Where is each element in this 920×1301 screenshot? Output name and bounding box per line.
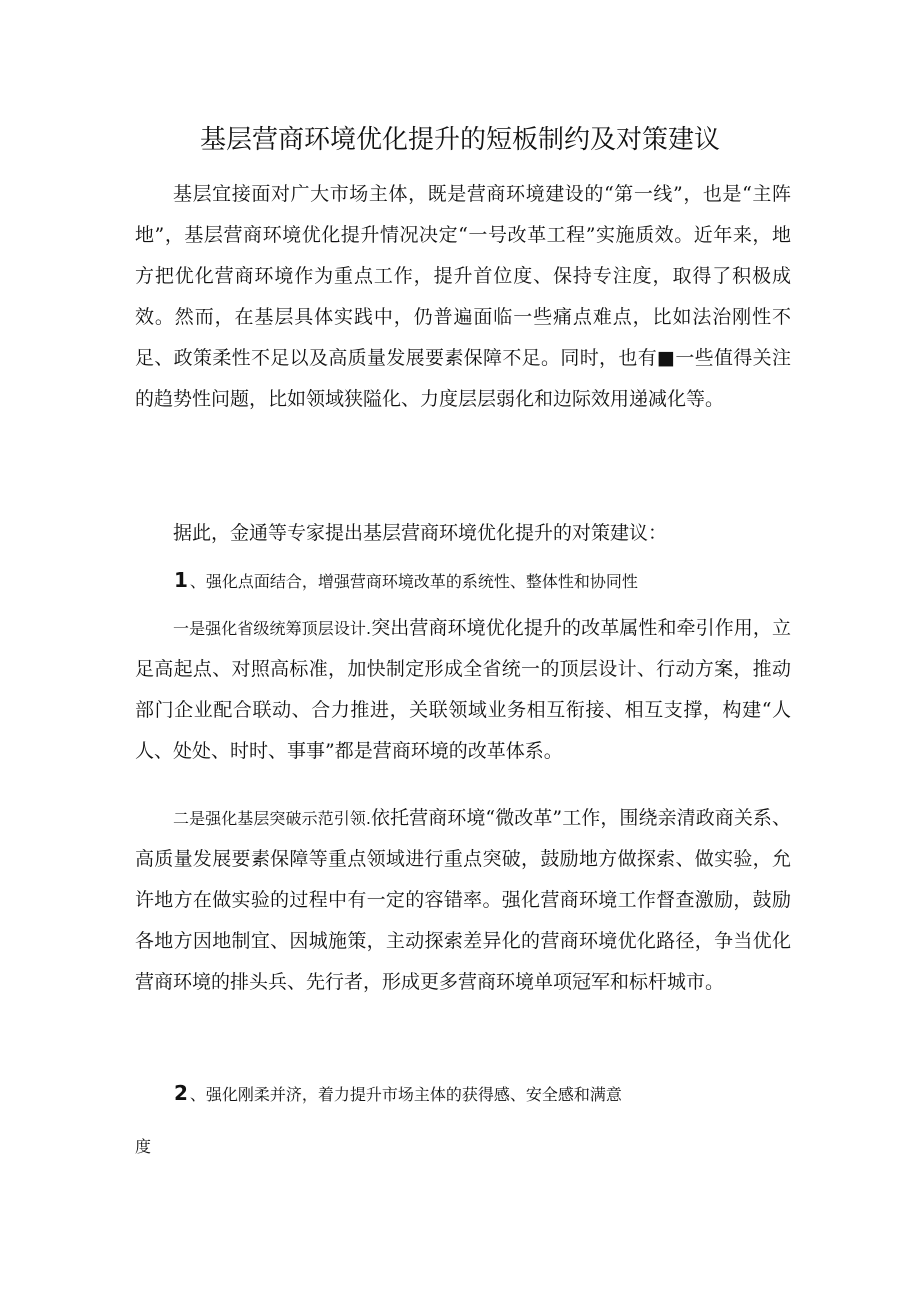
item-2-lead: 二是强化基层突破示范引领. [173, 809, 371, 828]
basis-paragraph: 据此，金通等专家提出基层营商环境优化提升的对策建议： [173, 522, 668, 544]
item-1-body: 突出营商环境优化提升的改革属性和牵引作用，立足高起点、对照高标准，加快制定形成全省统一的顶层设计、行动方案，推动部门企业配合联动、合力推进，关联领域业务相互衔接、相互支撑，构建“人人、处处、时时、事事”都是营商环境的改革体系。 [135, 617, 791, 762]
item-2-body: 依托营商环境“微改革”工作，围绕亲清政商关系、高质量发展要素保障等重点领域进行重点突破，鼓励地方做探索、做实验，允许地方在做实验的过程中有一定的容错率。强化营商环境工作督查激励，鼓励各地方因地制宜、因城施策，主动探索差异化的营商环境优化路径，争当优化营商环境的排头兵、先行者，形成更多营商环境单项冠军和标杆城市。 [135, 807, 791, 993]
section-2-title: 、强化刚柔并济，着力提升市场主体的获得感、安全感和满意 [189, 1085, 622, 1104]
document-title: 基层营商环境优化提升的短板制约及对策建议 [199, 125, 720, 155]
section-1-heading [174, 564, 794, 598]
section-2-heading [174, 1077, 794, 1111]
section-2-number: 2 [174, 1081, 188, 1105]
section-2-continuation: 度 [135, 1137, 152, 1156]
item-1-paragraph [135, 608, 791, 772]
section-1-title: 、强化点面结合，增强营商环境改革的系统性、整体性和协同性 [189, 572, 638, 591]
item-2-paragraph [135, 798, 791, 1003]
item-1-lead: 一是强化省级统筹顶层设计. [173, 619, 372, 638]
intro-paragraph: 基层宜接面对广大市场主体，既是营商环境建设的“第一线”，也是“主阵地”，基层营商环境优化提升情况决定“一号改革工程”实施质效。近年来，地方把优化营商环境作为重点工作，提升首位度、保持专注度，取得了积极成效。然而，在基层具体实践中，仍普遍面临一些痛点难点，比如法治刚性不足、政策柔性不足以及高质量发展要素保障不足。同时，也有■一些值得关注的趋势性问题，比如领域狭隘化、力度层层弱化和边际效用递减化等。 [135, 183, 791, 410]
section-1-number: 1 [174, 568, 188, 592]
